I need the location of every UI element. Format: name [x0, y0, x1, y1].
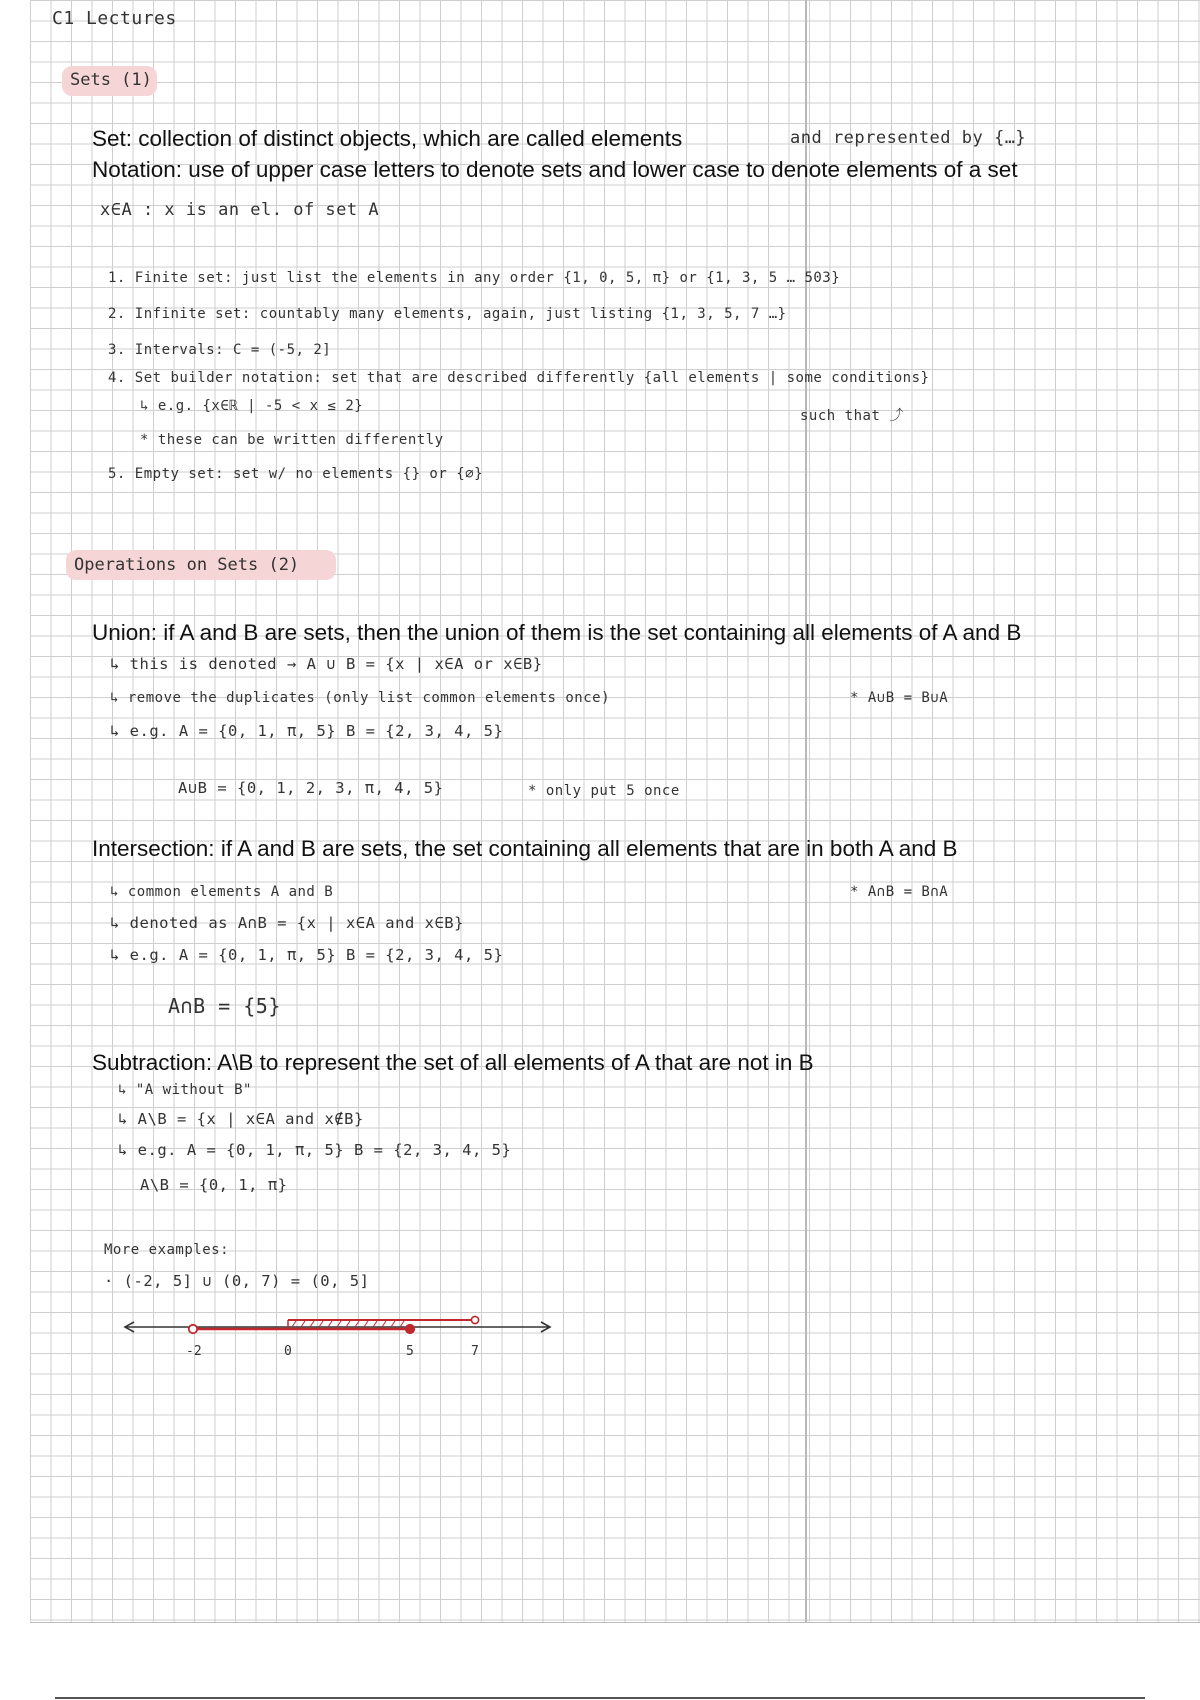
intersection-line: A∩B = {5}	[168, 994, 281, 1018]
tick-label: 5	[406, 1344, 414, 1359]
list-item: 1. Finite set: just list the elements in any order {1, 0, 5, π} or {1, 3, 5 … 503}	[108, 270, 841, 286]
set-definition: Set: collection of distinct objects, which are called elements	[92, 126, 683, 151]
union-line: ↳ remove the duplicates (only list common elements once)	[110, 690, 611, 706]
list-item: 2. Infinite set: countably many elements, again, just listing {1, 3, 5, 7 …}	[108, 306, 787, 322]
more-examples-item: · (-2, 5] ∪ (0, 7) = (0, 5]	[104, 1272, 370, 1290]
intersection-line: ↳ denoted as A∩B = {x | x∈A and x∈B}	[110, 914, 464, 932]
course-header: C1 Lectures	[52, 8, 177, 29]
union-line: ↳ this is denoted → A ∪ B = {x | x∈A or x∈B}	[110, 655, 543, 673]
list-item-annotation: such that ⤴	[800, 408, 904, 424]
notation-text: Notation: use of upper case letters to denote sets and lower case to denote elements of a set	[92, 157, 1018, 182]
section-title-sets: Sets (1)	[70, 70, 152, 90]
subtraction-heading: Subtraction: A\B to represent the set of all elements of A that are not in B	[92, 1050, 814, 1075]
subtraction-line: ↳ "A without B"	[118, 1082, 252, 1098]
tick-label: 0	[284, 1344, 292, 1359]
list-item: ↳ e.g. {x∈ℝ | -5 < x ≤ 2}	[140, 398, 364, 414]
list-item: 4. Set builder notation: set that are described differently {all elements | some conditions}	[108, 370, 930, 386]
tick-label: -2	[186, 1344, 202, 1359]
number-line-diagram	[120, 1305, 560, 1365]
more-examples-label: More examples:	[104, 1242, 230, 1258]
membership-note: x∈A : x is an el. of set A	[100, 200, 380, 220]
intersection-line: ↳ common elements A and B	[110, 884, 334, 900]
subtraction-line: ↳ A\B = {x | x∈A and x∉B}	[118, 1110, 364, 1128]
closed-point-5	[406, 1325, 414, 1333]
open-point-minus2	[189, 1325, 197, 1333]
open-point-7	[471, 1316, 478, 1323]
intersection-heading: Intersection: if A and B are sets, the set containing all elements that are in both A and B	[92, 836, 958, 861]
union-star-note: * only put 5 once	[528, 783, 680, 799]
subtraction-line: A\B = {0, 1, π}	[140, 1176, 288, 1194]
union-heading: Union: if A and B are sets, then the union of them is the set containing all elements of A and B	[92, 620, 1022, 645]
list-item: 3. Intervals: C = (-5, 2]	[108, 342, 332, 358]
intersection-line: ↳ e.g. A = {0, 1, π, 5} B = {2, 3, 4, 5}	[110, 946, 504, 964]
list-item: * these can be written differently	[140, 432, 444, 448]
grid-paper	[30, 0, 1200, 1623]
section-title-operations: Operations on Sets (2)	[74, 555, 300, 575]
list-item: 5. Empty set: set w/ no elements {} or {∅}	[108, 466, 484, 482]
bottom-divider	[55, 1697, 1145, 1699]
union-side-note: * A∪B = B∪A	[850, 690, 949, 706]
margin-line	[805, 0, 807, 1622]
intersection-side-note: * A∩B = B∩A	[850, 884, 949, 900]
tick-label: 7	[471, 1344, 479, 1359]
union-line: A∪B = {0, 1, 2, 3, π, 4, 5}	[178, 779, 444, 797]
overlap-hatching	[292, 1321, 404, 1327]
subtraction-line: ↳ e.g. A = {0, 1, π, 5} B = {2, 3, 4, 5}	[118, 1141, 512, 1159]
union-line: ↳ e.g. A = {0, 1, π, 5} B = {2, 3, 4, 5}	[110, 722, 504, 740]
set-definition-note: and represented by {…}	[790, 128, 1027, 148]
